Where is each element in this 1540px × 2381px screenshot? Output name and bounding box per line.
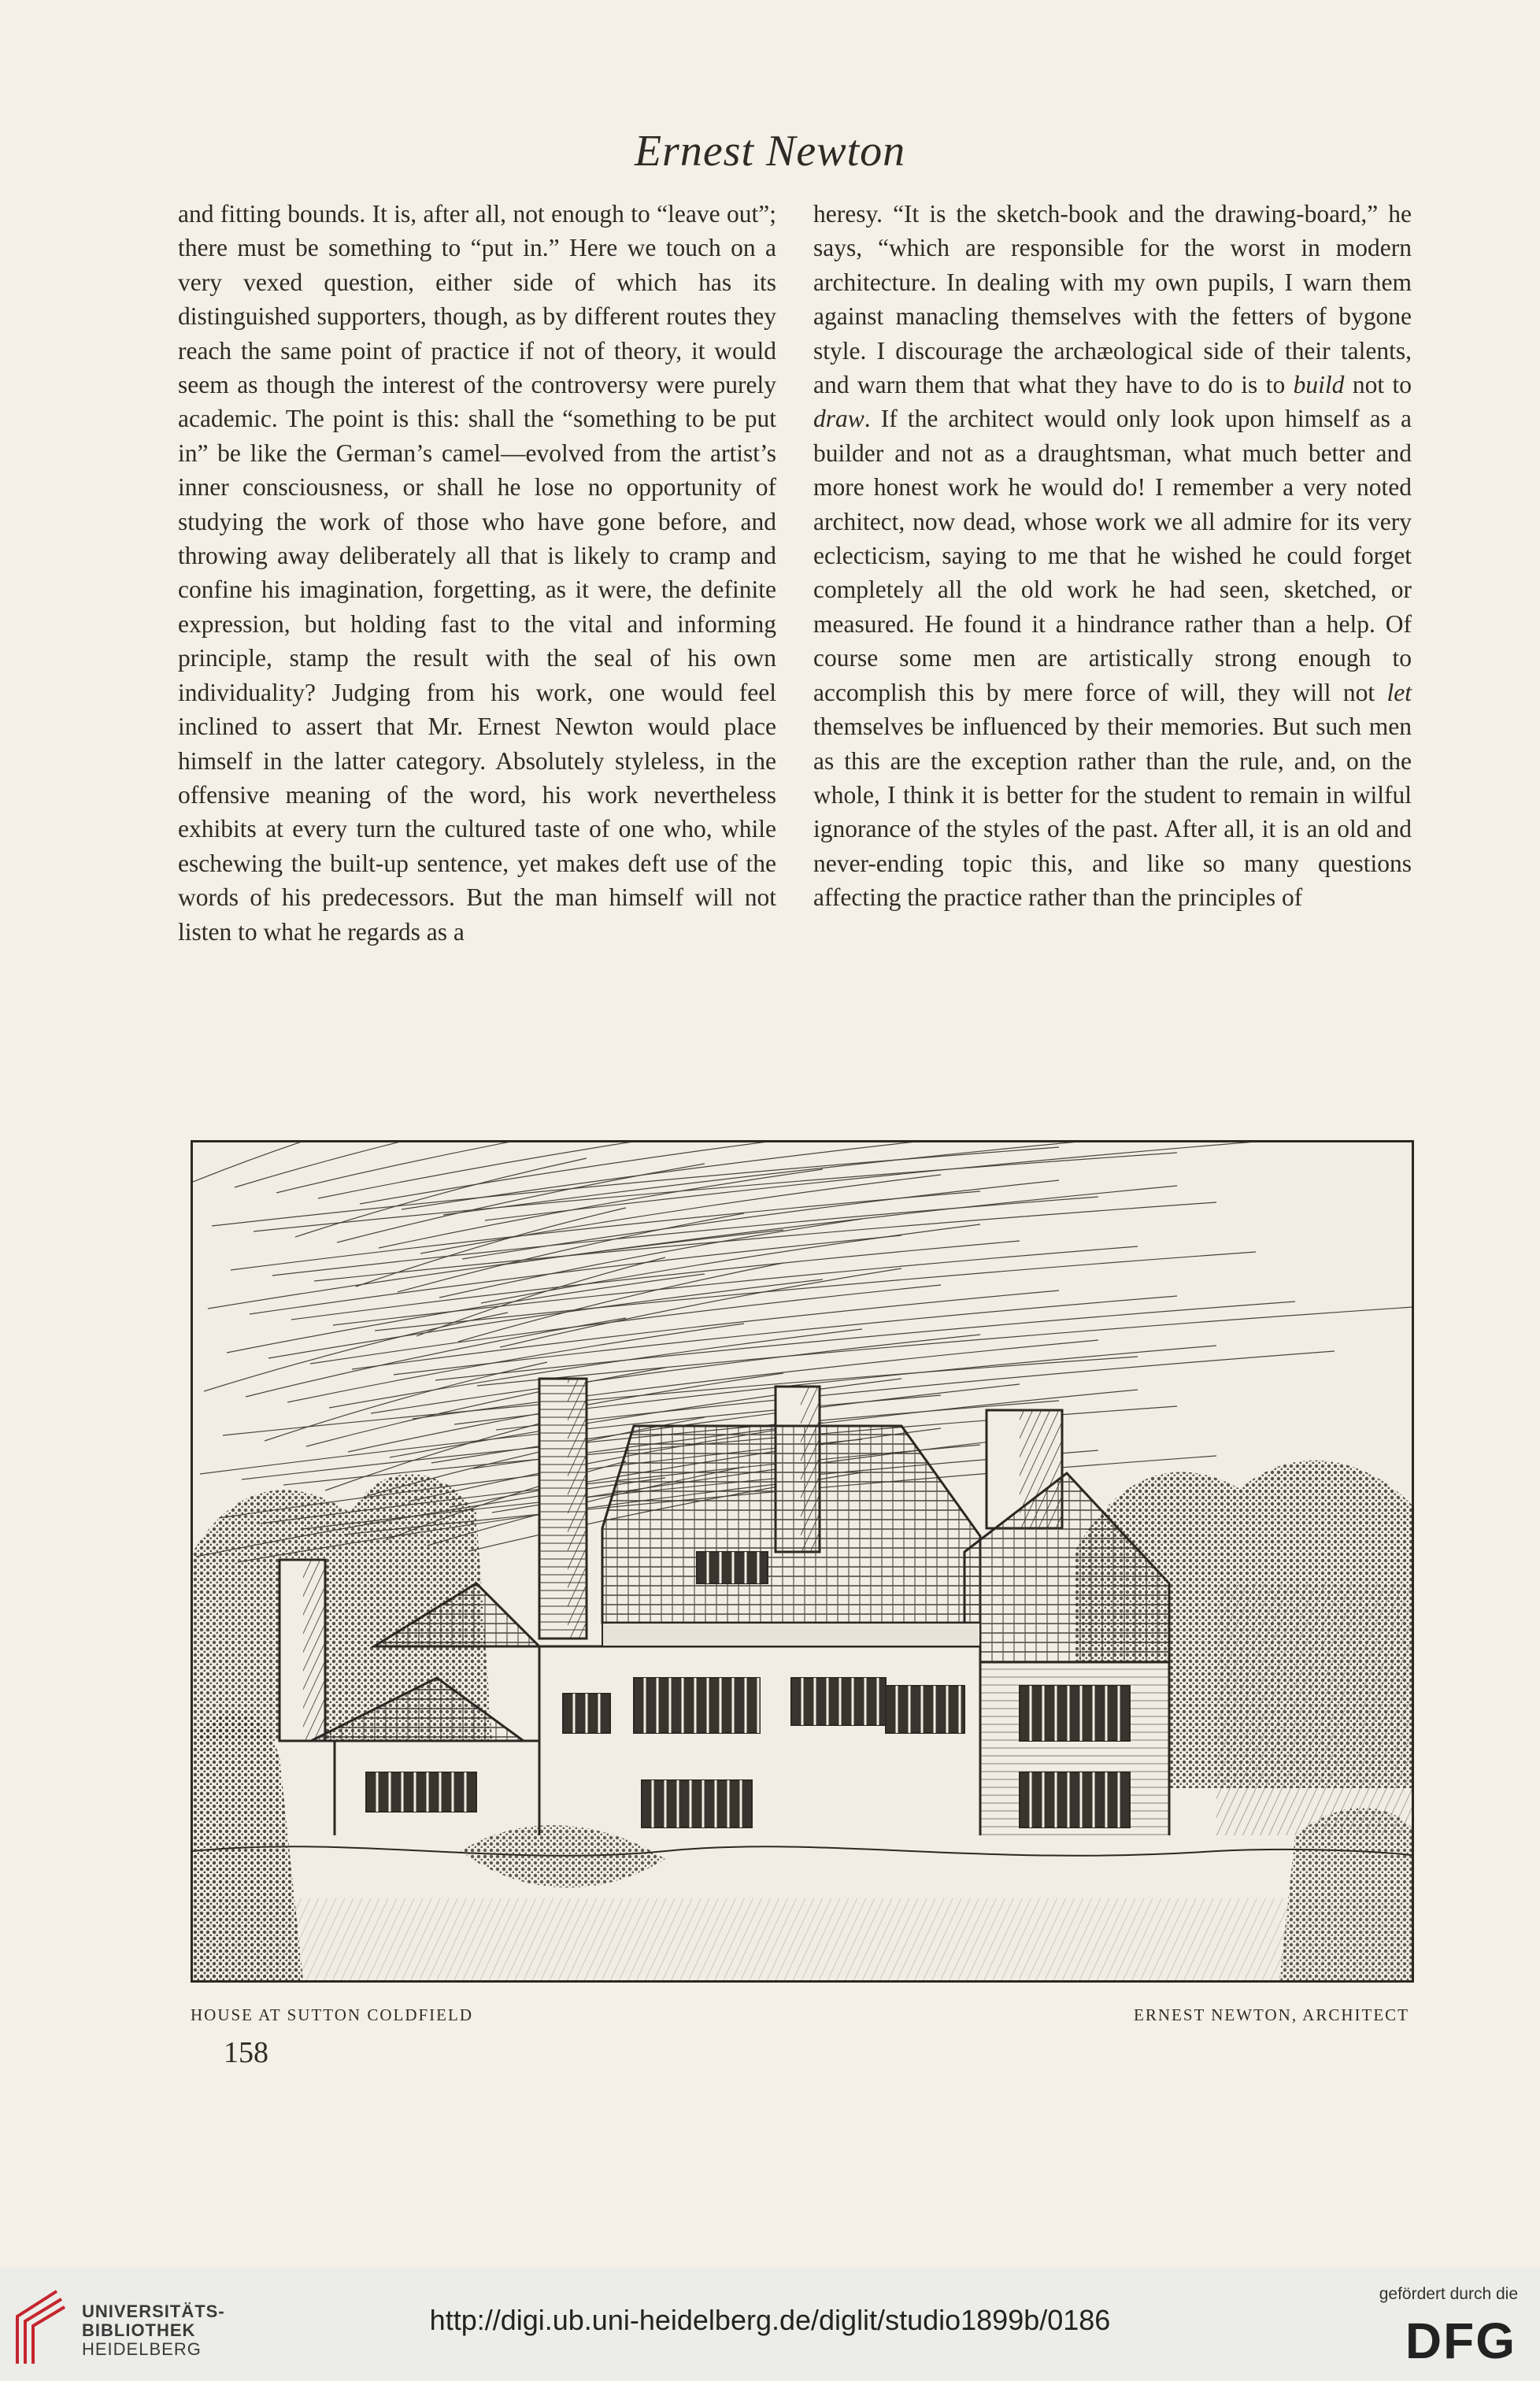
sky-stroke xyxy=(212,1147,1059,1226)
sky-stroke xyxy=(443,1142,1138,1215)
window xyxy=(366,1772,476,1812)
digitization-footer xyxy=(0,2268,1540,2381)
sky-stroke xyxy=(204,1313,508,1391)
sky-stroke xyxy=(485,1142,1256,1220)
figure-caption-title: HOUSE AT SUTTON COLDFIELD xyxy=(191,2005,473,2024)
text-column-left xyxy=(178,197,776,1063)
window xyxy=(642,1780,752,1827)
sky-stroke xyxy=(250,1235,901,1314)
paragraph: heresy. “It is the sketch-book and the drawing-board,” he says, “which are responsible for the worst in modern architecture. In dealing with my own pupils, I warn them against manacling themselves with the fetters of bygone style. I discourage the archæological side of their talents, and warn them that what they have to do is to build not to draw. If the architect would only look upon himself as a builder and not as a draughtsman, what much better and more honest work he would do! I remember a very noted architect, now dead, whose work we all admire for its very eclecticism, saying to me that he wished he could forget completely all the old work he had seen, sketched, or measured. He found it a hindrance rather than a help. Of course some men are artistically strong enough to accomplish this by mere force of will, they will not let themselves be influenced by their memories. But such men as this are the exception rather than the rule, and, on the whole, I think it is better for the student to remain in wilful ignorance of the styles of the past. After all, it is an old and never-ending topic this, and like so many questions affecting the practice rather than the principles of xyxy=(813,200,1412,912)
sky-stroke xyxy=(306,1368,665,1446)
sky-stroke xyxy=(295,1158,587,1237)
sky-stroke xyxy=(287,1324,744,1402)
permalink-url[interactable]: http://digi.ub.uni-heidelberg.de/diglit/studio1899b/0186 xyxy=(429,2304,1111,2336)
sky-stroke xyxy=(477,1307,1412,1386)
text-column-right xyxy=(813,197,1412,1063)
paragraph: and fitting bounds. It is, after all, not enough to “leave out”; there must be something to “put in.” Here we touch on a very vexed question, either side of which has its distinguished supporters, though, as by different routes they reach the same point of practice if not of theory, it would seem as though the interest of the controversy were purely academic. The point is this: shall the “something to be put in” be like the German’s camel—evolved from the artist’s inner consciousness, or shall he lose no opportunity of studying the work of those who have gone before, and throwing away deliberately all that is likely to cramp and confine his imagination, forgetting, as it were, the definite expression, but holding fast to the vital and informing principle, stamp the result with the seal of his own individuality? Judging from his work, one would feel inclined to assert that Mr. Ernest Newton would place himself in the latter category. Absolutely styleless, in the offensive meaning of the word, his work nevertheless exhibits at every turn the cultured taste of one who, while eschewing the built-up sentence, yet makes deft use of the words of his predecessors. But the man himself will not listen to what he regards as a xyxy=(178,200,776,946)
sky-stroke xyxy=(231,1191,980,1270)
figure-caption-architect: ERNEST NEWTON, ARCHITECT xyxy=(1134,2005,1409,2024)
sky-stroke xyxy=(318,1142,783,1198)
running-head: Ernest Newton xyxy=(634,127,906,176)
window xyxy=(1020,1772,1130,1827)
sky-stroke xyxy=(360,1142,901,1204)
sky-stroke xyxy=(227,1274,705,1353)
sky-stroke xyxy=(371,1335,980,1413)
funding-note: gefördert durch die xyxy=(1379,2285,1518,2303)
window xyxy=(791,1678,886,1725)
library-logo-text: UNIVERSITÄTS- BIBLIOTHEK HEIDELBERG xyxy=(82,2301,225,2359)
sky-stroke xyxy=(254,1153,1177,1231)
window xyxy=(634,1678,760,1733)
page-number: 158 xyxy=(224,2036,268,2069)
dfg-logo: DFG xyxy=(1405,2312,1516,2369)
window xyxy=(1020,1686,1130,1741)
house-illustration xyxy=(191,1140,1414,1983)
sky-stroke xyxy=(352,1290,1059,1369)
sky-stroke xyxy=(272,1197,1098,1276)
sky-stroke xyxy=(435,1302,1295,1380)
sky-stroke xyxy=(193,1142,429,1182)
